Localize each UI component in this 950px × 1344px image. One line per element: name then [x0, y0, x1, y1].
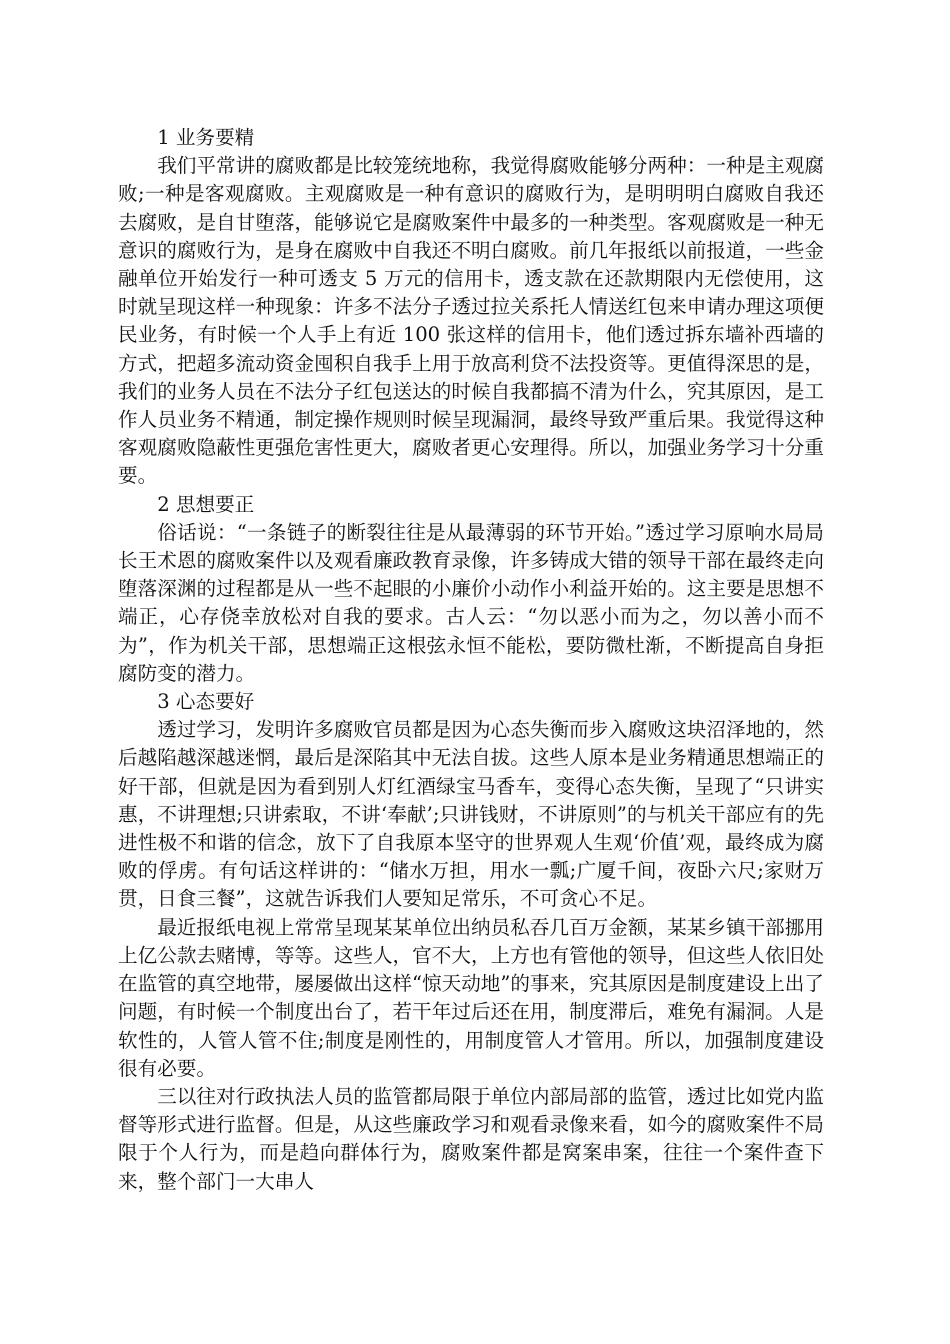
- section-heading-mindset: 3 心态要好: [157, 690, 255, 714]
- paragraph-supervision: 三以往对行政执法人员的监管都局限于单位内部局部的监管，透过比如党内监督等形式进行监督。但是，从这些廉政学习和观看录像来看，如今的腐败案件不局限于个人行为，而是趋向群体行为，腐败案件都是窝案串案，往往一个案件查下来，整个部门一大串人: [118, 1084, 824, 1193]
- section-heading-thought: 2 思想要正: [157, 492, 255, 516]
- paragraph-thought: 俗话说：“一条链子的断裂往往是从最薄弱的环节开始。”透过学习原响水局局长王术恩的腐败案件以及观看廉政教育录像，许多铸成大错的领导干部在最终走向堕落深渊的过程都是从一些不起眼的小廉价小动作小利益开始的。这主要是思想不端正，心存侥幸放松对自我的要求。古人云：“勿以恶小而为之，勿以善小而不为”，作为机关干部，思想端正这根弦永恒不能松，要防微杜渐，不断提高自身拒腐防变的潜力。: [118, 520, 824, 685]
- paragraph-system: 最近报纸电视上常常呈现某某单位出纳员私吞几百万金额，某某乡镇干部挪用上亿公款去赌博，等等。这些人，官不大，上方也有管他的领导，但这些人依旧处在监管的真空地带，屡屡做出这样“惊天动地”的事来，究其原因是制度建设上出了问题，有时候一个制度出台了，若干年过后还在用，制度滞后，难免有漏洞。人是软性的，人管人管不住;制度是刚性的，用制度管人才管用。所以，加强制度建设很有必要。: [118, 915, 824, 1080]
- section-heading-business: 1 业务要精: [157, 126, 255, 149]
- paragraph-business: 我们平常讲的腐败都是比较笼统地称，我觉得腐败能够分两种：一种是主观腐败;一种是客观腐败。主观腐败是一种有意识的腐败行为，是明明明白腐败自我还去腐败，是自甘堕落，能够说它是腐败案件中最多的一种类型。客观腐败是一种无意识的腐败行为，是身在腐败中自我还不明白腐败。前几年报纸以前报道，一些金融单位开始发行一种可透支 5 万元的信用卡，透支款在还款期限内无偿使用，这时就呈现这样一种现象：许多不法分子透过拉关系托人情送红包来申请办理这项便民业务，有时候一个人手上有近 100 张这样的信用卡，他们透过拆东墙补西墙的方式，把超多流动资金囤积自我手上用于放高利贷不法投资等。更值得深思的是，我们的业务人员在不法分子红包送达的时候自我都搞不清为什么，究其原因，是工作人员业务不精通，制定操作规则时候呈现漏洞，最终导致严重后果。我觉得这种客观腐败隐蔽性更强危害性更大，腐败者更心安理得。所以，加强业务学习十分重要。: [118, 154, 824, 488]
- paragraph-mindset: 透过学习，发明许多腐败官员都是因为心态失衡而步入腐败这块沼泽地的，然后越陷越深越迷惘，最后是深陷其中无法自拔。这些人原本是业务精通思想端正的好干部，但就是因为看到别人灯红酒绿宝马香车，变得心态失衡，呈现了“只讲实惠，不讲理想;只讲索取，不讲‘奉献’;只讲钱财，不讲原则”的与机关干部应有的先进性极不和谐的信念，放下了自我原本坚守的世界观人生观‘价值’观，最终成为腐败的俘虏。有句话这样讲的：“储水万担，用水一瓢;广厦千间，夜卧六尺;家财万贯，日食三餐”，这就告诉我们人要知足常乐，不可贪心不足。: [118, 718, 824, 911]
- document-body: [118, 124, 824, 1196]
